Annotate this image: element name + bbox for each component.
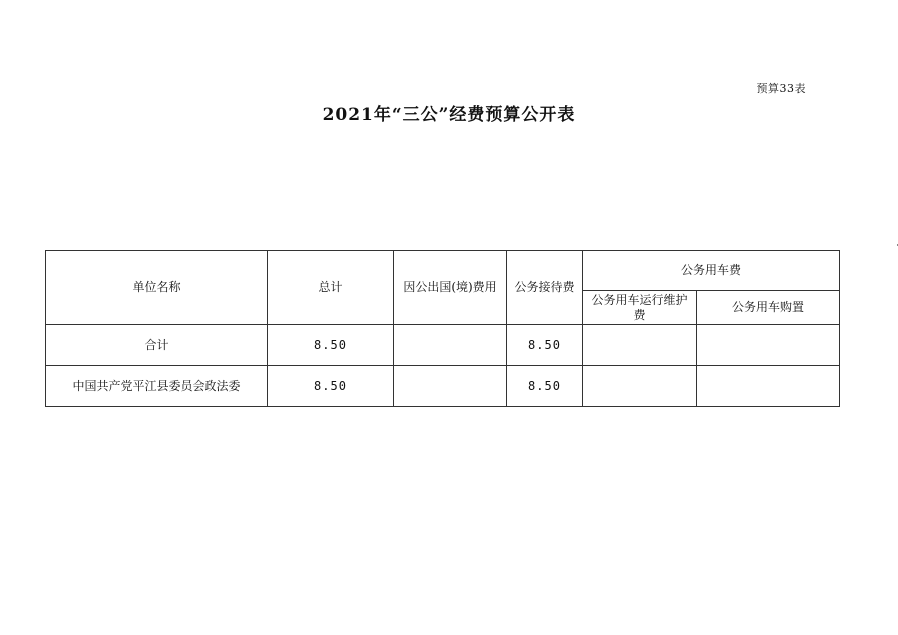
header-unit-name: 单位名称: [46, 251, 268, 325]
cell-reception: 8.50: [507, 366, 583, 407]
cell-unit-name: 合计: [46, 325, 268, 366]
cell-vehicle-purchase: [697, 325, 840, 366]
cell-vehicle-maintenance: [583, 325, 697, 366]
document-number: 预算33表: [756, 82, 806, 95]
cell-total: 8.50: [268, 325, 394, 366]
cell-abroad: [394, 325, 507, 366]
cell-abroad: [394, 366, 507, 407]
document-title: 2021年“三公”经费预算公开表: [322, 105, 576, 125]
header-total: 总计: [268, 251, 394, 325]
cell-total: 8.50: [268, 366, 394, 407]
header-vehicle-group: 公务用车费: [583, 251, 840, 291]
table-row: [46, 366, 840, 407]
header-row-1: [46, 251, 840, 291]
cell-vehicle-purchase: [697, 366, 840, 407]
header-vehicle-purchase: 公务用车购置: [697, 291, 840, 325]
cell-reception: 8.50: [507, 325, 583, 366]
header-abroad: 因公出国(境)费用: [394, 251, 507, 325]
header-vehicle-maintenance: 公务用车运行维护费: [583, 291, 697, 325]
budget-table: [45, 250, 840, 407]
cell-unit-name: 中国共产党平江县委员会政法委: [46, 366, 268, 407]
header-reception: 公务接待费: [507, 251, 583, 325]
cell-vehicle-maintenance: [583, 366, 697, 407]
table-row: [46, 325, 840, 366]
